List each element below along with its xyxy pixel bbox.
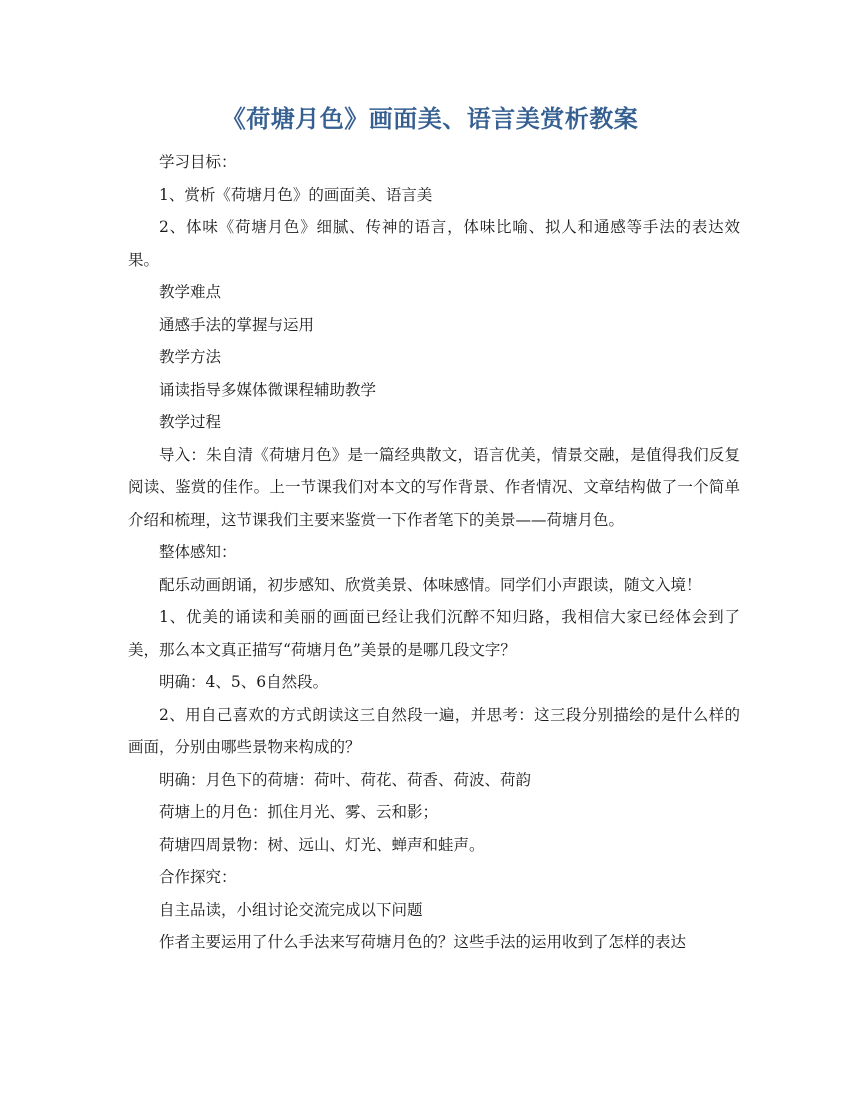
paragraph-group-discussion: 自主品读，小组讨论交流完成以下问题 — [159, 900, 423, 919]
paragraph-answer-2c: 荷塘四周景物：树、远山、灯光、蝉声和蛙声。 — [159, 835, 485, 854]
document-title: 《荷塘月色》画面美、语言美赏析教案 — [221, 104, 639, 133]
paragraph-difficulty-heading: 教学难点 — [159, 283, 222, 301]
paragraph-overall-perception-heading: 整体感知： — [159, 543, 237, 561]
paragraph-question-1: 1、优美的诵读和美丽的画面已经让我们沉醉不知归路，我相信大家已经体会到了美，那么本文真正描写“荷塘月色”美景的是哪几段文字？ — [128, 608, 740, 659]
paragraph-question-2: 2、用自己喜欢的方式朗读这三自然段一遍，并思考：这三段分别描绘的是什么样的画面，分别由哪些景物来构成的？ — [128, 705, 740, 756]
paragraph-difficulty: 通感手法的掌握与运用 — [159, 315, 315, 334]
paragraph-introduction: 导入：朱自清《荷塘月色》是一篇经典散文，语言优美，情景交融，是值得我们反复阅读、鉴赏的佳作。上一节课我们对本文的写作背景、作者情况、文章结构做了一个简单介绍和梳理，这节课我们主要来鉴赏一下作者笔下的美景——荷塘月色。 — [128, 445, 740, 529]
paragraph-cooperative-inquiry-heading: 合作探究： — [159, 868, 237, 886]
paragraph-technique-question: 作者主要运用了什么手法来写荷塘月色的？这些手法的运用收到了怎样的表达 — [159, 933, 687, 951]
paragraph-answer-2b: 荷塘上的月色：抓住月光、雾、云和影； — [159, 803, 439, 821]
paragraph-process-heading: 教学过程 — [159, 413, 222, 431]
paragraph-goal-2: 2、体味《荷塘月色》细腻、传神的语言，体味比喻、拟人和通感等手法的表达效果。 — [128, 218, 740, 269]
paragraph-method: 诵读指导多媒体微课程辅助教学 — [159, 380, 377, 399]
paragraph-goal-1: 1、赏析《荷塘月色》的画面美、语言美 — [159, 185, 433, 204]
paragraph-answer-1: 明确：4、5、6自然段。 — [159, 673, 329, 691]
paragraph-answer-2a: 明确：月色下的荷塘：荷叶、荷花、荷香、荷波、荷韵 — [159, 770, 532, 789]
paragraph-method-heading: 教学方法 — [159, 348, 222, 366]
paragraph-learning-goals-heading: 学习目标： — [159, 153, 237, 171]
document-body — [128, 146, 740, 959]
paragraph-recitation: 配乐动画朗诵，初步感知、欣赏美景、体味感情。同学们小声跟读，随文入境！ — [159, 575, 702, 594]
